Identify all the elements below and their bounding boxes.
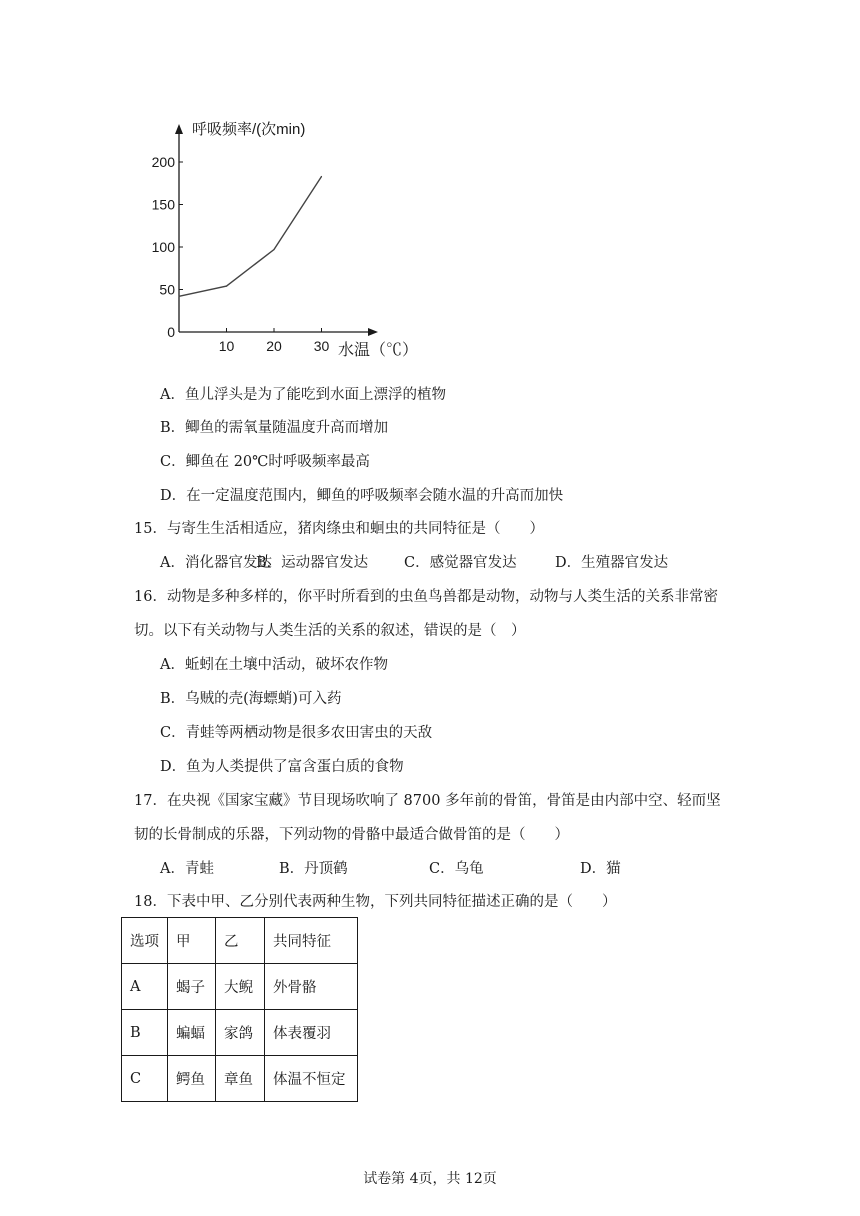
table-cell: 外骨骼 — [265, 964, 358, 1010]
data-point — [178, 296, 179, 297]
table-cell: 体表覆羽 — [265, 1010, 358, 1056]
page-footer: 试卷第 4页，共 12页 — [363, 1171, 497, 1187]
table-row — [122, 1010, 358, 1056]
table-row — [122, 1056, 358, 1102]
q18-stem: 18．下表中甲、乙分别代表两种生物，下列共同特征描述正确的是（ ） — [134, 894, 617, 910]
q14-option-d: D．在一定温度范围内，鲫鱼的呼吸频率会随水温的升高而加快 — [160, 488, 564, 504]
q17-stem-line2: 韧的长骨制成的乐器，下列动物的骨骼中最适合做骨笛的是（ ） — [134, 827, 569, 843]
table-header-cell: 乙 — [216, 918, 265, 964]
y-tick-label: 200 — [151, 154, 175, 170]
q15-option-a: A．消化器官发达 — [160, 555, 272, 571]
table-cell: 鳄鱼 — [168, 1056, 216, 1102]
table-header-cell: 选项 — [122, 918, 168, 964]
table-cell: 章鱼 — [216, 1056, 265, 1102]
respiration-chart — [150, 108, 440, 368]
q15-option-b: B．运动器官发达 — [256, 555, 369, 571]
y-tick-label: 100 — [151, 239, 175, 255]
table-cell: 大鲵 — [216, 964, 265, 1010]
y-tick-label: 0 — [167, 324, 175, 340]
q14-option-b: B．鲫鱼的需氧量随温度升高而增加 — [160, 420, 389, 436]
q15-option-c: C．感觉器官发达 — [404, 555, 517, 571]
data-point — [321, 176, 322, 177]
q14-option-a: A．鱼儿浮头是为了能吃到水面上漂浮的植物 — [160, 387, 446, 403]
data-point — [273, 249, 274, 250]
q16-stem-line2: 切。以下有关动物与人类生活的关系的叙述，错误的是（ ） — [134, 623, 526, 639]
series-line — [179, 176, 322, 296]
x-axis-label: 水温（℃） — [338, 342, 419, 359]
y-axis-label: 呼吸频率/(次min) — [192, 121, 306, 138]
y-tick-label: 150 — [151, 196, 175, 213]
q17-option-d: D．猫 — [580, 861, 621, 877]
table-cell: A — [122, 964, 168, 1010]
y-tick-label: 50 — [159, 281, 175, 298]
x-tick-label: 30 — [313, 338, 330, 354]
q16-option-b: B．乌贼的壳(海螵蛸)可入药 — [160, 691, 342, 707]
y-axis-arrow — [175, 124, 183, 134]
q16-option-c: C．青蛙等两栖动物是很多农田害虫的天敌 — [160, 725, 433, 741]
q15-option-d: D．生殖器官发达 — [555, 555, 669, 571]
data-point — [226, 286, 227, 287]
table-cell: 蝎子 — [168, 964, 216, 1010]
table-cell: B — [122, 1010, 168, 1056]
q17-stem-line1: 17．在央视《国家宝藏》节目现场吹响了 8700 多年前的骨笛，骨笛是由内部中空、轻而坚 — [134, 793, 721, 809]
table-cell: 体温不恒定 — [265, 1056, 358, 1102]
x-axis-arrow — [368, 328, 378, 336]
table-cell: C — [122, 1056, 168, 1102]
table-row — [122, 964, 358, 1010]
table-header-cell: 共同特征 — [265, 918, 358, 964]
q15-stem: 15．与寄生生活相适应，猪肉绦虫和蛔虫的共同特征是（ ） — [134, 521, 544, 537]
q18-table — [121, 917, 358, 1102]
q16-option-d: D．鱼为人类提供了富含蛋白质的食物 — [160, 759, 404, 775]
x-tick-label: 20 — [266, 338, 282, 354]
q17-option-b: B．丹顶鹤 — [279, 861, 348, 877]
q16-stem-line1: 16．动物是多种多样的，你平时所看到的虫鱼鸟兽都是动物，动物与人类生活的关系非常密 — [134, 589, 718, 605]
q15-options — [160, 551, 860, 572]
q17-option-a: A．青蛙 — [160, 861, 214, 877]
table-cell: 蝙蝠 — [168, 1010, 216, 1056]
table-row — [122, 918, 358, 964]
q17-option-c: C．乌龟 — [429, 861, 484, 877]
x-tick-label: 10 — [218, 338, 235, 354]
table-cell: 家鸽 — [216, 1010, 265, 1056]
q16-option-a: A．蚯蚓在土壤中活动，破坏农作物 — [160, 657, 388, 673]
table-header-cell: 甲 — [168, 918, 216, 964]
q17-options — [160, 857, 860, 878]
q14-option-c: C．鲫鱼在 20℃时呼吸频率最高 — [160, 454, 370, 470]
